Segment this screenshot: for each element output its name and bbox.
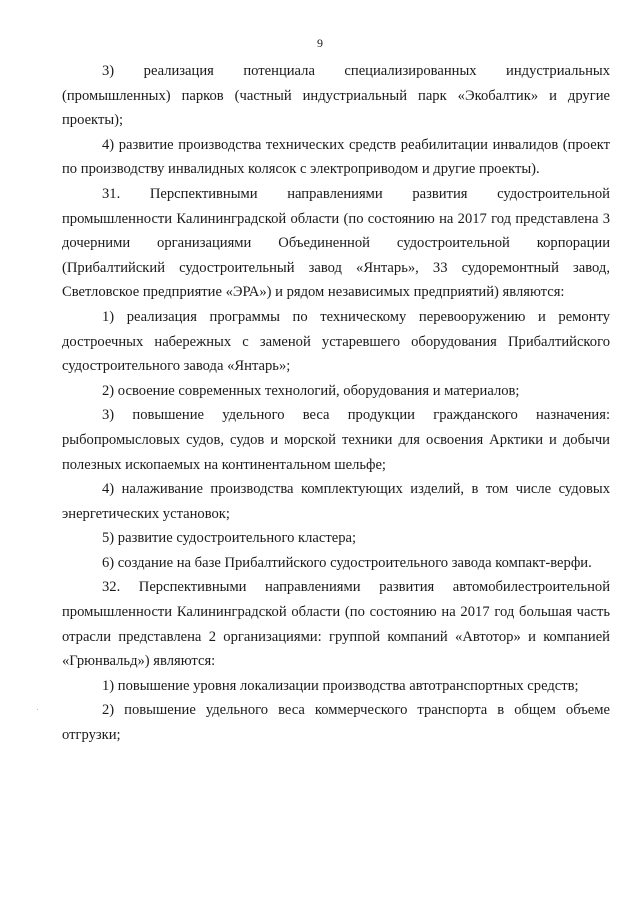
- paragraph-item-2-commercial-transport: 2) повышение удельного веса коммерческого транспорта в общем объеме отгрузки;: [62, 702, 610, 744]
- paragraph-section-32-automotive: 32. Перспективными направлениями развития автомобилестроительной промышленности Калининградской области (по состоянию на 2017 год большая часть отрасли представлена 2 организациями: группой компаний «Автотор» и компанией «Грюнвальд») являются:: [62, 579, 610, 670]
- paragraph-item-6-compact-shipyard: 6) создание на базе Прибалтийского судостроительного завода компакт-верфи.: [102, 554, 592, 571]
- scan-speck: [37, 709, 38, 710]
- paragraph-section-31-shipbuilding: 31. Перспективными направлениями развития судостроительной промышленности Калининградской области (по состоянию на 2017 год представлена 3 дочерними организациями Объединенной судостроительной корпорации (Прибалтийский судостроительный завод «Янтарь», 33 судоремонтный завод, Светловское предприятие «ЭРА») и рядом независимых предприятий) являются:: [62, 185, 610, 301]
- paragraph-item-2-technologies: 2) освоение современных технологий, оборудования и материалов;: [102, 382, 520, 399]
- paragraph-item-4-components: 4) налаживание производства комплектующих изделий, в том числе судовых энергетических установок;: [62, 481, 610, 522]
- paragraph-item-1-localization: 1) повышение уровня локализации производства автотранспортных средств;: [102, 677, 579, 694]
- paragraph-item-3-industrial-parks: 3) реализация потенциала специализированных индустриальных (промышленных) парков (частный индустриальный парк «Экобалтик» и другие проекты);: [62, 63, 610, 129]
- page-number: 9: [317, 36, 323, 50]
- paragraph-item-3-civil-production: 3) повышение удельного веса продукции гражданского назначения: рыбопромысловых судов, судов и морской техники для освоения Арктики и добычи полезных ископаемых на континентальном шельфе;: [62, 407, 610, 473]
- paragraph-item-4-rehabilitation-equipment: 4) развитие производства технических средств реабилитации инвалидов (проект по производству инвалидных колясок с электроприводом и другие проекты).: [62, 136, 610, 178]
- paragraph-item-1-quay-modernization: 1) реализация программы по техническому перевооружению и ремонту достроечных набережных с заменой устаревшего оборудования Прибалтийского судостроительного завода «Янтарь»;: [62, 308, 610, 375]
- page-content: [62, 59, 610, 748]
- paragraph-item-5-cluster: 5) развитие судостроительного кластера;: [102, 530, 357, 547]
